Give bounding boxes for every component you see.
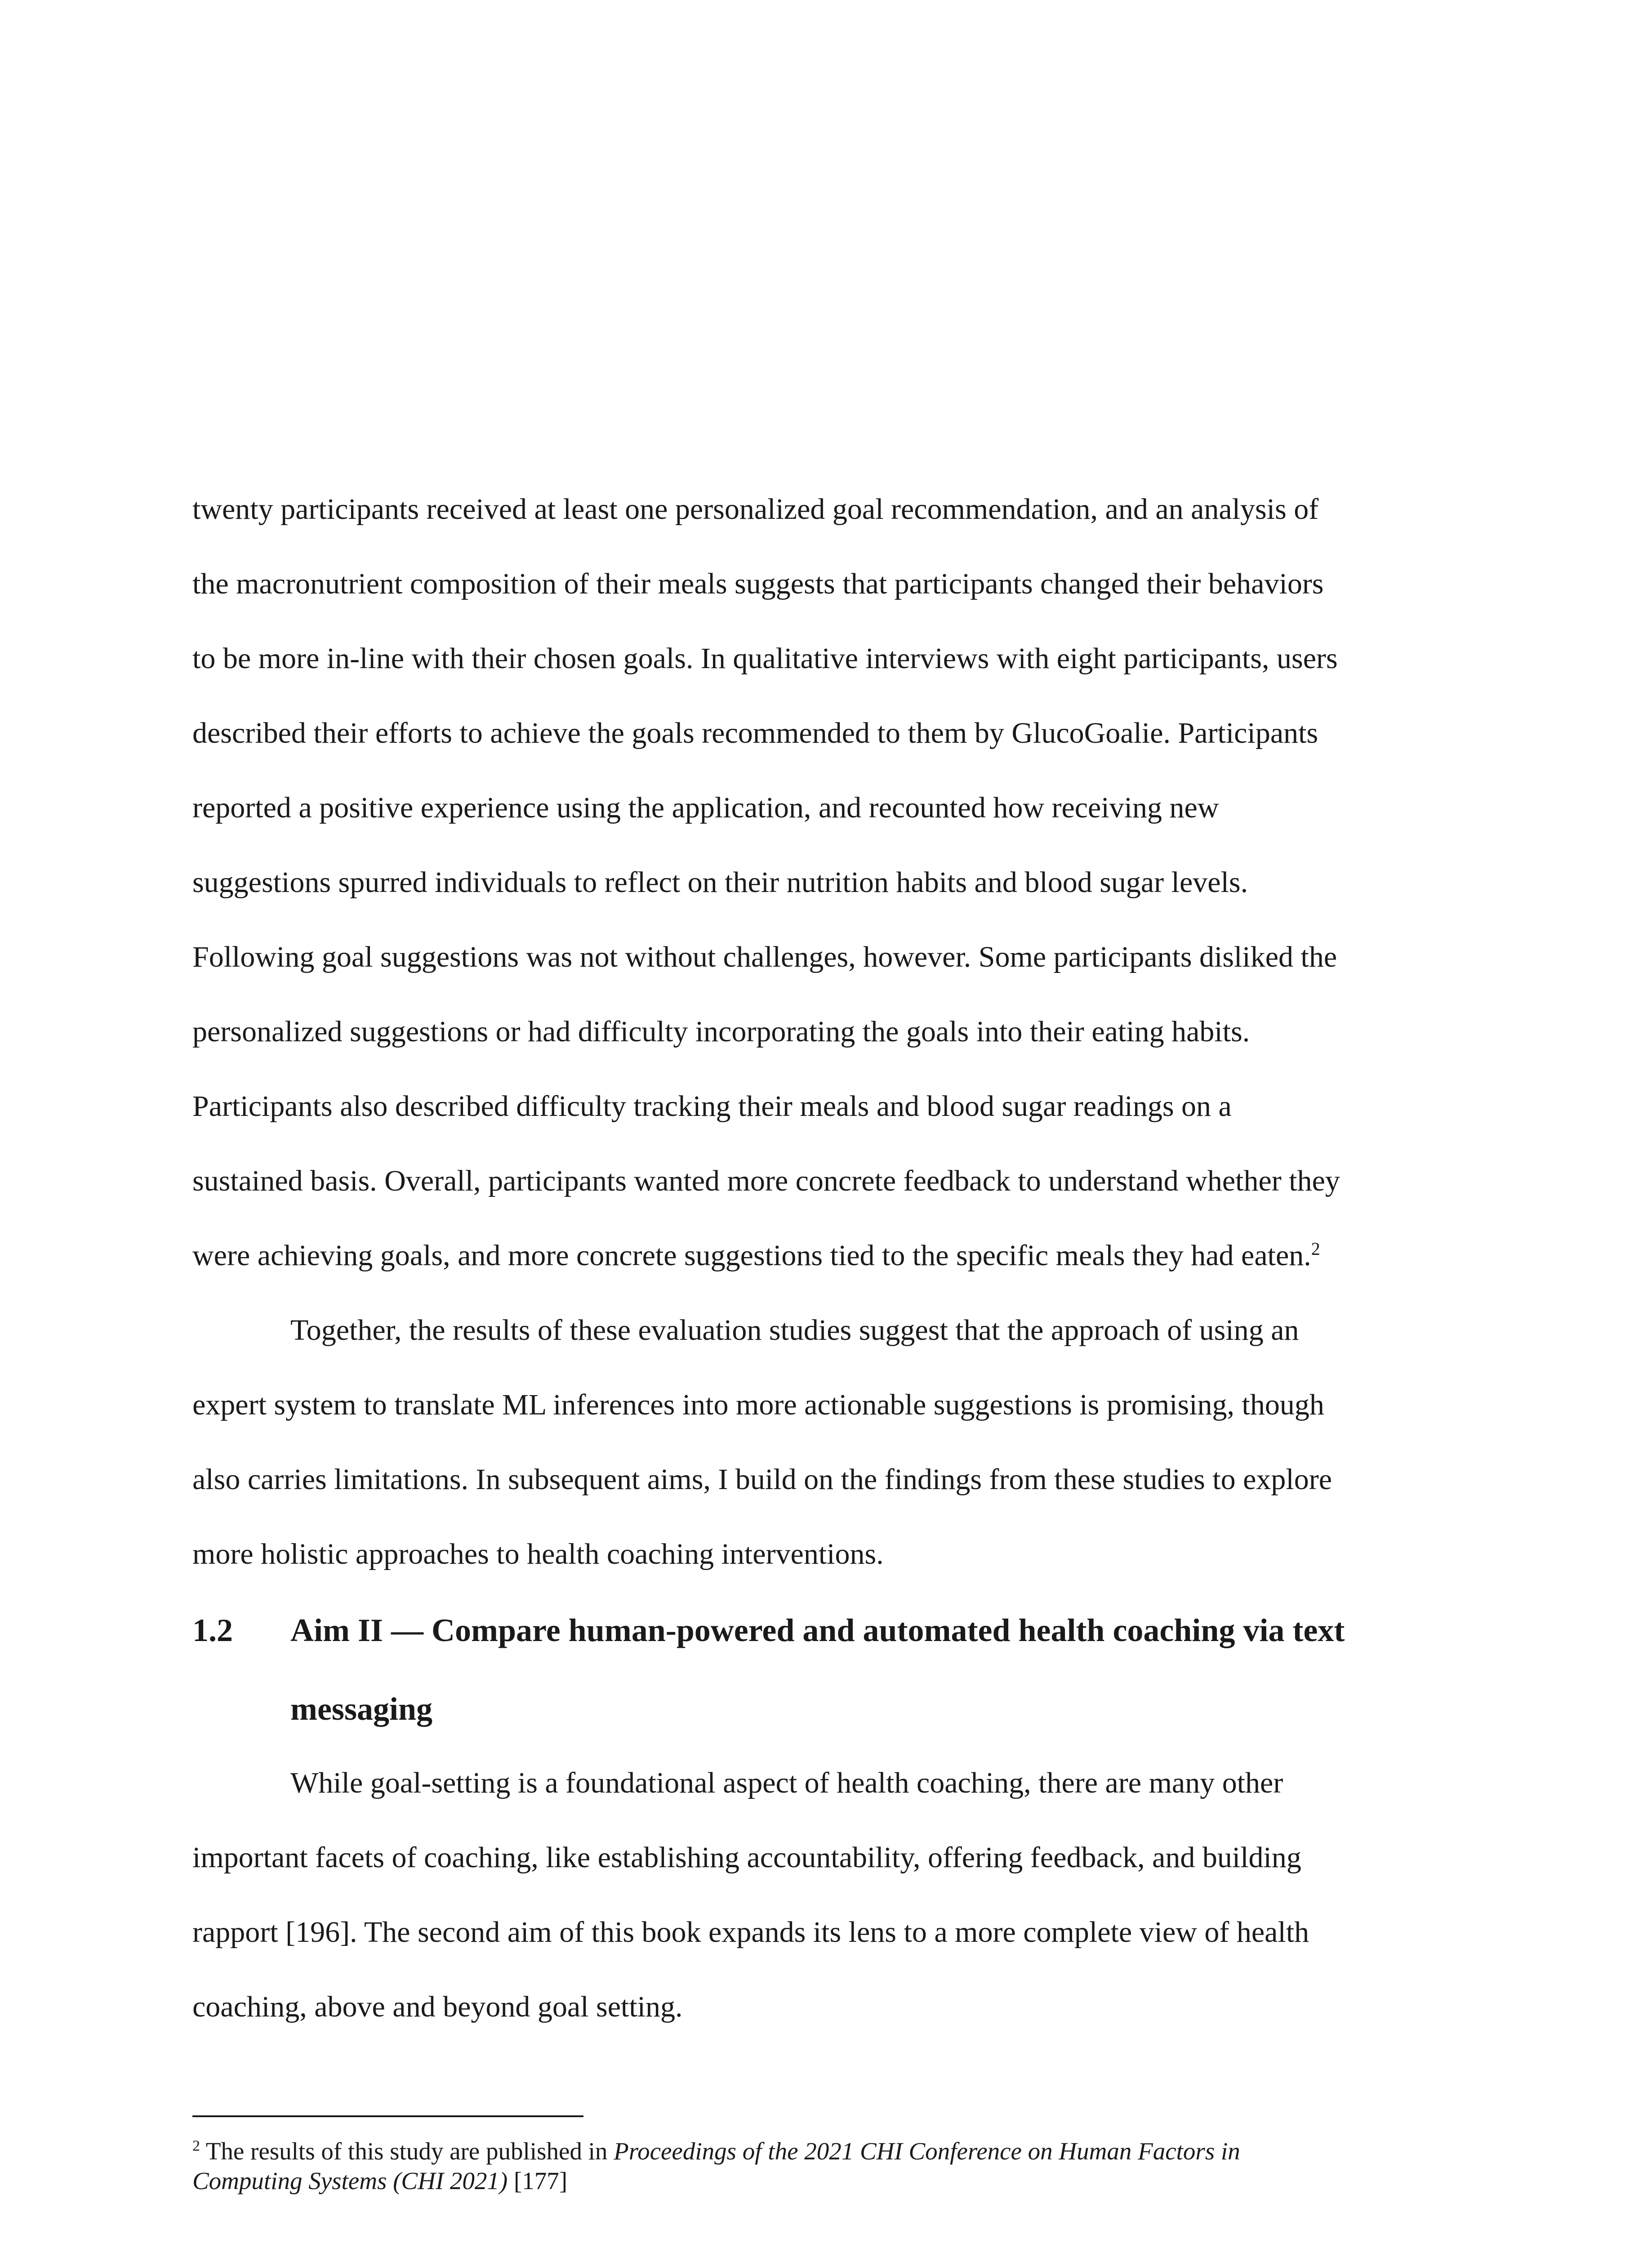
text-line: twenty participants received at least one personalized goal recommendation, and an analysis of [192, 493, 1319, 526]
section-heading [192, 1591, 1496, 1748]
text-line: suggestions spurred individuals to reflect on their nutrition habits and blood sugar levels. [192, 866, 1248, 899]
section-number: 1.2 [192, 1612, 233, 1648]
footnote-citation-title: Proceedings of the 2021 CHI Conference on Human Factors in [614, 2137, 1240, 2165]
paragraph-results [192, 472, 1465, 1592]
text-line: the macronutrient composition of their meals suggests that participants changed their behaviors [192, 567, 1324, 600]
text-line: important facets of coaching, like establishing accountability, offering feedback, and building [192, 1841, 1301, 1874]
text-line-last [192, 1218, 1465, 1293]
paragraph-aim-two [192, 1746, 1465, 2044]
text-line: to be more in-line with their chosen goals. In qualitative interviews with eight participants, users [192, 642, 1338, 675]
text-line: coaching, above and beyond goal setting. [192, 1990, 683, 2023]
footnote-line-2 [192, 2166, 1474, 2196]
text-line: Participants also described difficulty tracking their meals and blood sugar readings on a [192, 1090, 1232, 1123]
text-line: Following goal suggestions was not without challenges, however. Some participants disliked the [192, 941, 1337, 973]
section-title-line-2: messaging [290, 1691, 433, 1727]
text-line: expert system to translate ML inferences into more actionable suggestions is promising, though [192, 1388, 1324, 1421]
text-line: more holistic approaches to health coaching interventions. [192, 1538, 884, 1570]
text-line: also carries limitations. In subsequent aims, I build on the findings from these studies to explore [192, 1463, 1332, 1496]
footnote-reference[interactable]: 2 [1311, 1239, 1320, 1259]
text-line-content: were achieving goals, and more concrete suggestions tied to the specific meals they had eaten. [192, 1239, 1311, 1272]
footnote [192, 2136, 1474, 2196]
text-line: reported a positive experience using the application, and recounted how receiving new [192, 791, 1219, 824]
text-line: sustained basis. Overall, participants wanted more concrete feedback to understand whether they [192, 1164, 1340, 1197]
footnote-line-1 [192, 2136, 1474, 2166]
footnote-citation-venue: Computing Systems (CHI 2021) [192, 2167, 508, 2194]
text-line: described their efforts to achieve the goals recommended to them by GlucoGoalie. Participants [192, 717, 1318, 749]
text-line: While goal-setting is a foundational aspect of health coaching, there are many other [290, 1766, 1283, 1799]
text-line: rapport [196]. The second aim of this book expands its lens to a more complete view of health [192, 1916, 1309, 1949]
footnote-text: The results of this study are published in [205, 2137, 614, 2165]
footnote-divider [192, 2115, 583, 2117]
paragraph-conclusion-first-line: Together, the results of these evaluation studies suggest that the approach of using an [290, 1314, 1299, 1347]
text-line: personalized suggestions or had difficulty incorporating the goals into their eating habits. [192, 1015, 1250, 1048]
footnote-marker: 2 [192, 2137, 200, 2154]
section-title-line-1: Aim II — Compare human-powered and automated health coaching via text [290, 1612, 1345, 1648]
footnote-reference-number: [177] [508, 2167, 568, 2194]
